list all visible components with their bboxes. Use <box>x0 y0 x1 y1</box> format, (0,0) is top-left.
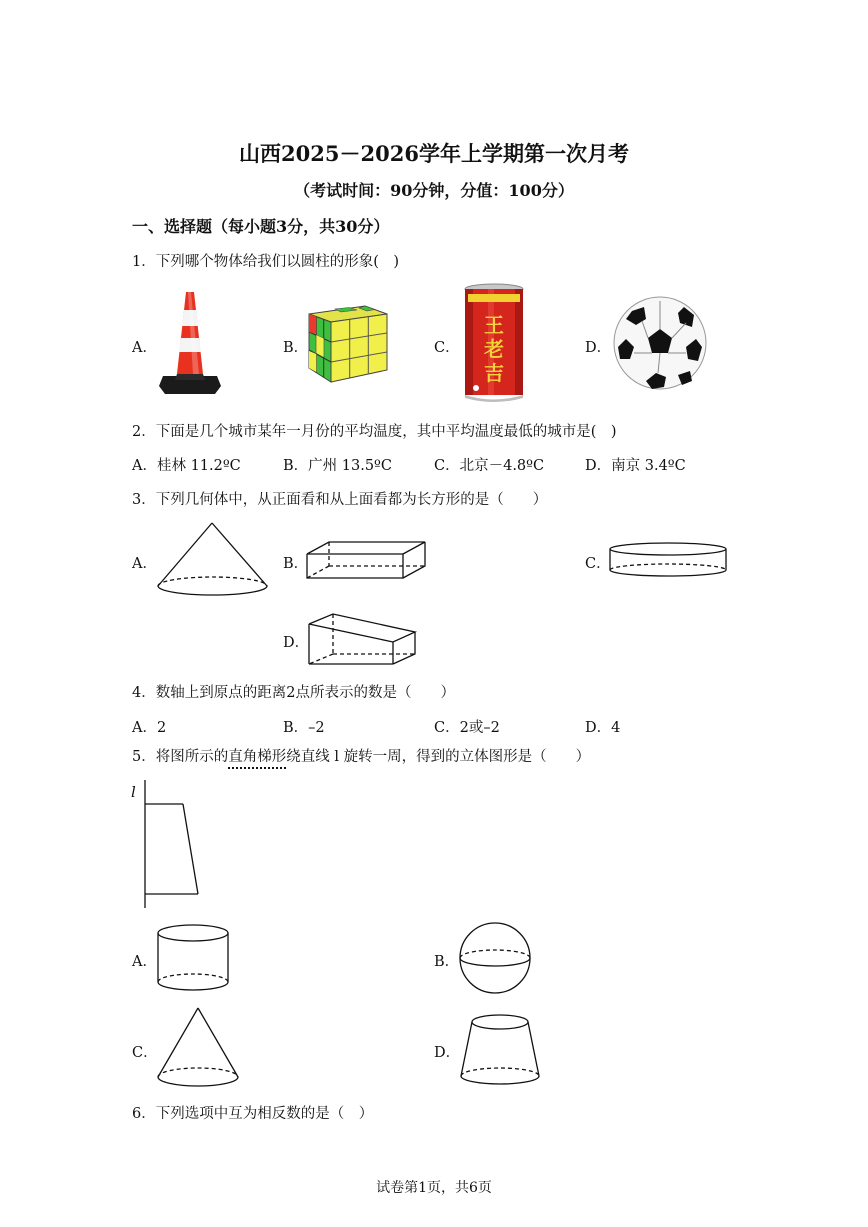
question-4-option-c: C．2或–2 <box>434 720 500 736</box>
question-4-option-a: A．2 <box>132 720 167 736</box>
q5-cylinder-figure <box>155 922 231 994</box>
can-brand-char-3: 吉 <box>484 361 504 385</box>
question-2-option-d: D．南京 3.4ºC <box>585 458 686 474</box>
question-5-stem-prefix: 5．将图所示的 <box>132 749 229 765</box>
question-3-option-d: D． <box>283 635 310 651</box>
question-1-stem: 1．下列哪个物体给我们以圆柱的形象( ) <box>132 254 400 270</box>
question-3-stem: 3．下列几何体中，从正面看和从上面看都为长方形的是（ ） <box>132 492 548 508</box>
q3-cone-figure <box>155 520 270 600</box>
rubiks-cube-image <box>305 302 390 384</box>
question-1-option-d: D． <box>585 340 612 356</box>
question-2-option-c: C．北京－4.8ºC <box>434 458 545 474</box>
question-1-option-c: C． <box>434 340 460 356</box>
q3-rectangular-prism-figure <box>305 540 430 582</box>
question-5-option-b: B． <box>434 954 460 970</box>
can-brand-char-2: 老 <box>484 337 504 361</box>
question-5-option-c: C． <box>132 1045 158 1061</box>
question-3-option-c: C． <box>585 556 611 572</box>
drink-can-image <box>462 282 526 404</box>
question-4-stem: 4．数轴上到原点的距离2点所表示的数是（ ） <box>132 685 455 701</box>
question-5-option-a: A． <box>132 954 157 970</box>
question-2-option-a: A．桂林 11.2ºC <box>132 458 241 474</box>
section-heading: 一、选择题（每小题3分，共30分） <box>132 217 390 236</box>
question-4-option-b: B．–2 <box>283 720 325 736</box>
q3-flat-cylinder-figure <box>607 540 729 580</box>
exam-subtitle: （考试时间：90分钟，分值：100分） <box>294 181 574 200</box>
q5-right-trapezoid-figure <box>140 778 204 910</box>
question-5-option-d: D． <box>434 1045 461 1061</box>
can-brand-char-1: 王 <box>484 313 504 337</box>
question-3-option-b: B． <box>283 556 309 572</box>
question-2-option-b: B．广州 13.5ºC <box>283 458 392 474</box>
question-5-stem <box>132 745 590 766</box>
q5-frustum-figure <box>457 1012 543 1088</box>
question-6-stem: 6．下列选项中互为相反数的是（ ） <box>132 1106 374 1122</box>
q5-axis-label: l <box>131 783 136 801</box>
soccer-ball-image <box>612 295 708 391</box>
page-footer: 试卷第1页，共6页 <box>376 1180 492 1196</box>
question-2-stem: 2．下面是几个城市某年一月份的平均温度，其中平均温度最低的城市是( ) <box>132 424 617 440</box>
q5-sphere-figure <box>457 920 533 996</box>
traffic-cone-image <box>155 288 225 396</box>
question-1-option-b: B． <box>283 340 309 356</box>
question-1-option-a: A． <box>132 340 157 356</box>
question-5-stem-suffix: 绕直线 l 旋转一周，得到的立体图形是（ ） <box>286 749 591 765</box>
question-4-option-d: D．4 <box>585 720 621 736</box>
q5-cone-figure <box>155 1005 241 1091</box>
question-5-stem-emphasis: 直角梯形 <box>228 749 287 765</box>
exam-title: 山西2025－2026学年上学期第一次月考 <box>239 141 629 166</box>
q3-trapezoid-prism-figure <box>305 610 420 668</box>
question-3-option-a: A． <box>132 556 157 572</box>
